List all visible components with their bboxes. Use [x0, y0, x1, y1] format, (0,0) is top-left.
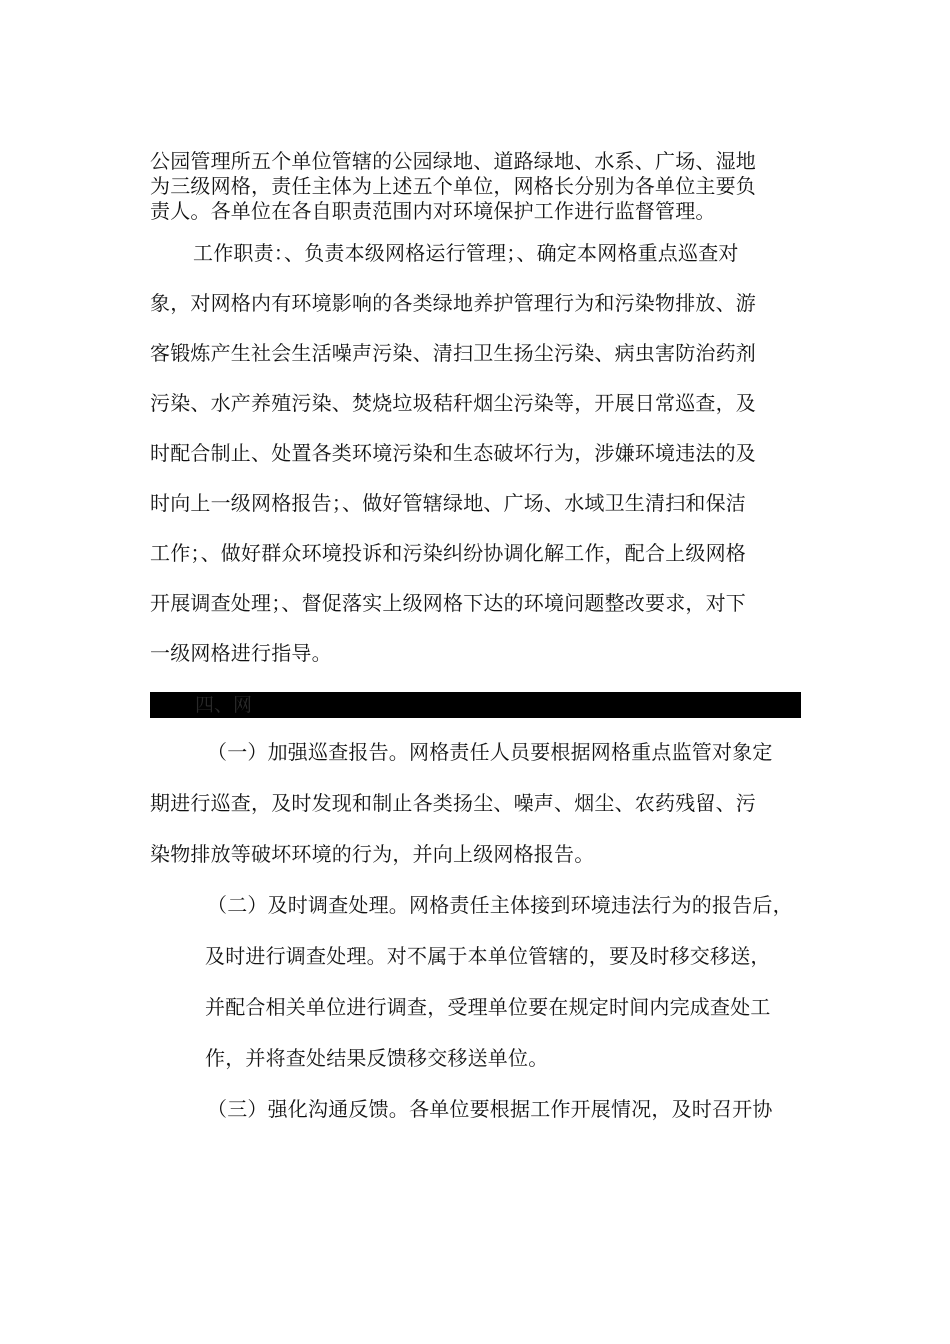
- text-line: 责人。各单位在各自职责范围内对环境保护工作进行监督管理。: [150, 199, 716, 223]
- section-heading: 四、网: [195, 694, 253, 716]
- section-heading-bar: [150, 692, 801, 718]
- text-line: 染物排放等破坏环境的行为，并向上级网格报告。: [150, 842, 595, 866]
- text-line: 一级网格进行指导。: [150, 641, 332, 665]
- text-line: 污染、水产养殖污染、焚烧垃圾秸秆烟尘污染等，开展日常巡查，及: [150, 391, 756, 415]
- text-line: 并配合相关单位进行调查，受理单位要在规定时间内完成查处工: [205, 995, 771, 1019]
- text-line: 时配合制止、处置各类环境污染和生态破坏行为，涉嫌环境违法的及: [150, 441, 756, 465]
- text-line: 时向上一级网格报告；、做好管辖绿地、广场、水域卫生清扫和保洁: [150, 491, 746, 515]
- text-line: （二）及时调查处理。网格责任主体接到环境违法行为的报告后，: [207, 893, 793, 917]
- text-line: 客锻炼产生社会生活噪声污染、清扫卫生扬尘污染、病虫害防治药剂: [150, 341, 756, 365]
- text-line: 工作职责：、负责本级网格运行管理；、确定本网格重点巡查对: [193, 241, 739, 265]
- text-line: 期进行巡查，及时发现和制止各类扬尘、噪声、烟尘、农药残留、污: [150, 791, 756, 815]
- text-line: 为三级网格，责任主体为上述五个单位，网格长分别为各单位主要负: [150, 174, 756, 198]
- text-line: 象，对网格内有环境影响的各类绿地养护管理行为和污染物排放、游: [150, 291, 756, 315]
- text-line: 及时进行调查处理。对不属于本单位管辖的，要及时移交移送，: [205, 944, 771, 968]
- text-line: 工作；、做好群众环境投诉和污染纠纷协调化解工作，配合上级网格: [150, 541, 746, 565]
- text-line: 公园管理所五个单位管辖的公园绿地、道路绿地、水系、广场、湿地: [150, 149, 756, 173]
- text-line: （一）加强巡查报告。网格责任人员要根据网格重点监管对象定: [207, 740, 773, 764]
- text-line: 开展调查处理；、督促落实上级网格下达的环境问题整改要求，对下: [150, 591, 746, 615]
- text-line: （三）强化沟通反馈。各单位要根据工作开展情况，及时召开协: [207, 1097, 773, 1121]
- text-line: 作，并将查处结果反馈移交移送单位。: [205, 1046, 549, 1070]
